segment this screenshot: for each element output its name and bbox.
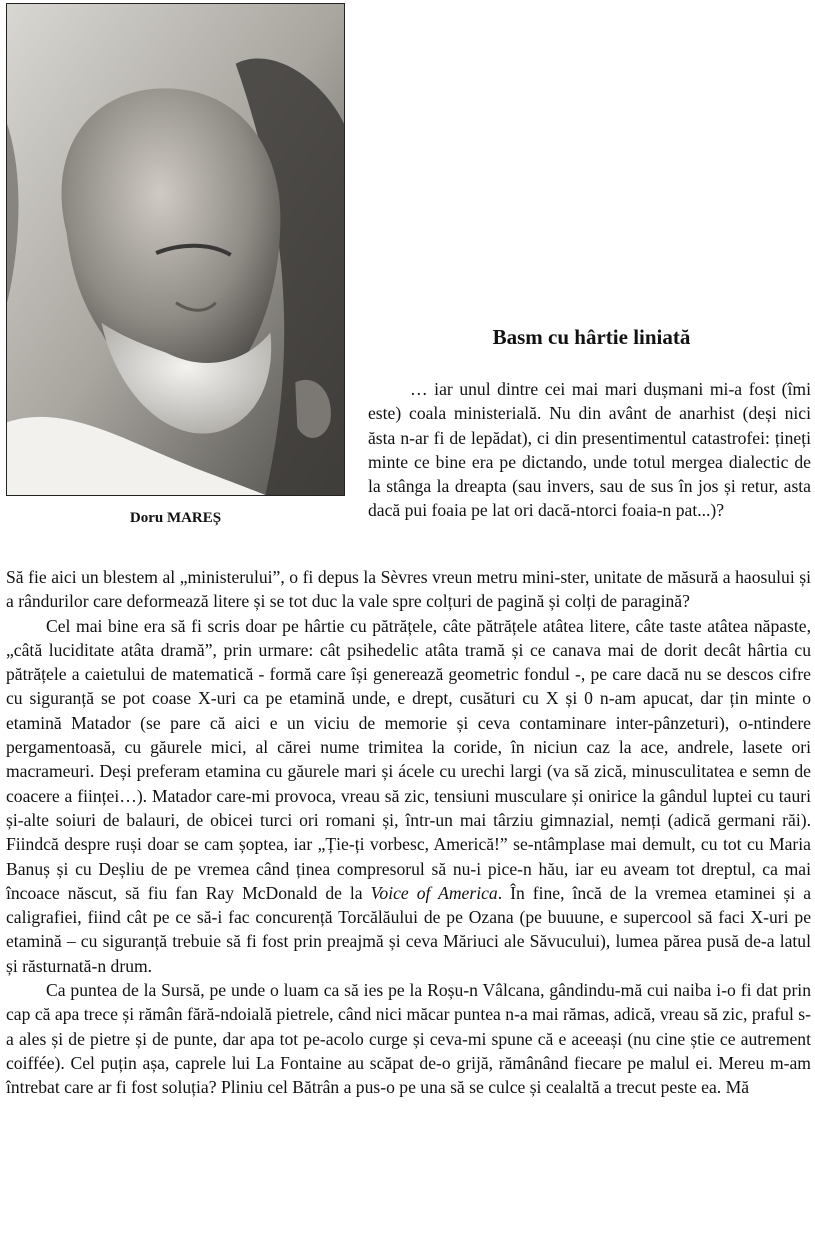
article-title: Basm cu hârtie liniată — [492, 325, 691, 349]
radio-station-name: Voice of America — [370, 882, 498, 903]
author-portrait — [6, 3, 345, 496]
article-intro-column — [368, 377, 811, 523]
paragraph-1-start: … iar unul dintre cei mai mari dușmani mi-a fost (îmi este) coala ministerială. Nu din avânt de anarhist (deși nici ăsta n-ar fi de lepădat), ci din presentimentul catastrofei: țineți minte ce bine era pe dictando, unde totul mergea dialectic de la stânga la dreapta (sau invers, sau de sus în jos și retur, asta dacă pui foaia pe lat ori dacă-ntorci foaia-n pat...)? — [368, 379, 811, 521]
paragraph-1-continued: Să fie aici un blestem al „ministerului”, o fi depus la Sèvres vreun metru mini-ster, unitate de măsură a haosului și a rândurilor care deformează litere și se tot duc la vale spre colțuri de pagină și colți de paragină? — [6, 567, 811, 612]
paragraph-2-text-b: . În fine, încă de la vremea etaminei și a caligrafiei, fiind cât pe ce să-i fac concurență Torcălăului de pe Ozana (pe buuune, e supercool să faci X-uri pe etamină – cu siguranță trebuie să fi fost prin preajmă și ceva Măriuci ale Săvucului), lumea părea pusă de-a latul și răsturnată-n drum. — [6, 882, 811, 976]
portrait-illustration — [7, 4, 344, 495]
paragraph-3: Ca puntea de la Sursă, pe unde o luam ca să ies pe la Roșu-n Vâlcana, gândindu-mă cui naiba i-o fi dat prin cap că apa trece și rămân fără-ndoială pietrele, când nici măcar puntea n-a mai rămas, adică, vreau să zic, praful s-a ales și de pietre și de punte, dar apa tot pe-acolo curge și ceva-mi spune că e aceeași (nu cine știe ce autrement coiffée). Cel puțin așa, caprele lui La Fontaine au scăpat de-o grijă, rămânând fiecare pe malul ei. Mereu m-am întrebat care ar fi fost soluția? Pliniu cel Bătrân a pus-o pe una să se culce și cealaltă a trecut peste ea. Mă — [6, 980, 811, 1098]
author-caption: Doru MAREȘ — [129, 510, 222, 526]
paragraph-2 — [6, 614, 811, 978]
article-body — [6, 565, 811, 1100]
paragraph-2-text-a: Cel mai bine era să fi scris doar pe hârtie cu pătrățele, câte pătrățele atâtea litere, câte taste atâtea năpaste, „câtă luciditate atâta dramă”, prin urmare: cât psihedelic atâta tramă și ce canava mai de dorit decât hârtia cu pătrățele a caietului de matematică - formă care își generează geometric fondul -, pe care dacă nu se descos cifre cu siguranță se pot coase X-uri ca pe etamină unde, e drept, cusături cu X și 0 n-am apucat, dar țin minte o etamină Matador (se pare că aici e un viciu de memorie și ceva contaminare inter-pânzeturi), o-ntindere pergamentoasă, cu găurele mici, al cărei nume trimitea la coride, în niciun caz la ace, andrele, lasete ori macrameuri. Deși preferam etamina cu găurele mari și ácele cu urechi largi (va să zică, minusculitatea e semn de coacere a ființei…). Matador care-mi provoca, vreau să zic, tensiuni musculare și onirice la gândul luptei cu tauri și-alte soiuri de balauri, de obicei turci ori romani și, într-un mai târziu gimnazial, nemți (adică germani răi). Fiindcă despre ruși doar se cam șoptea, iar „Ție-ți vorbesc, Americă!” se-ntâmplase mai demult, cu tot cu Maria Banuș și cu Deșliu de pe vremea când ținea compresorul să nu-i pice-n hău, iar eu aveam tot dreptul, ca mai încoace născut, să fiu fan Ray McDonald de la — [6, 615, 811, 903]
